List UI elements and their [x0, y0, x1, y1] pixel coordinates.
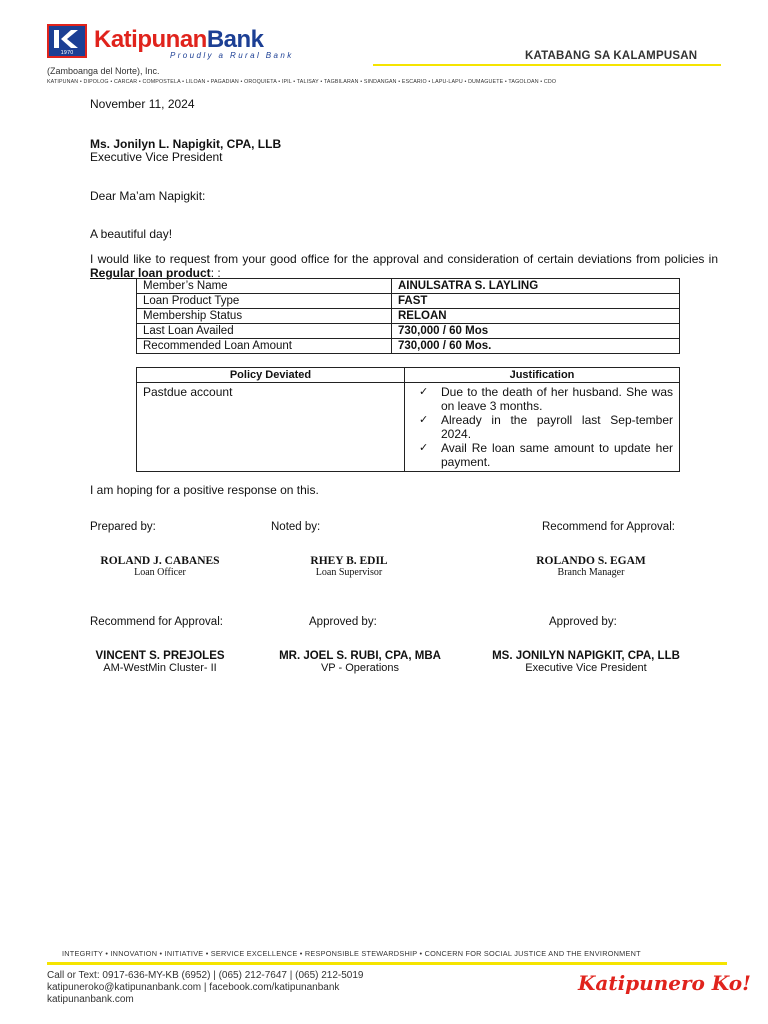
prepared-by-label: Prepared by:: [90, 521, 156, 533]
bank-slogan: KATABANG SA KALAMPUSAN: [525, 50, 698, 62]
row-label: Member’s Name: [137, 279, 392, 294]
table-header-row: [137, 368, 680, 383]
approved-by-label-1: Approved by:: [309, 616, 377, 628]
signatory-recommend: [491, 555, 691, 578]
justification-list: [415, 385, 673, 469]
row-value: FAST: [392, 294, 680, 309]
recipient-title: Executive Vice President: [90, 150, 223, 164]
signatory-name: VINCENT S. PREJOLES: [95, 650, 225, 662]
policy-deviated-cell: Pastdue account: [137, 383, 405, 472]
contact-email-social: katipuneroko@katipunanbank.com | facebook.com/katipunanbank: [47, 982, 340, 993]
recommend-approval-label: Recommend for Approval:: [542, 521, 675, 533]
list-item: [415, 385, 673, 413]
signatory-name: MS. JONILYN NAPIGKIT, CPA, LLB: [492, 650, 680, 662]
row-value: RELOAN: [392, 309, 680, 324]
row-value: AINULSATRA S. LAYLING: [392, 279, 680, 294]
table-row: [137, 279, 680, 294]
list-item: [415, 413, 673, 441]
company-line: (Zamboanga del Norte), Inc.: [47, 66, 160, 76]
header-divider: [373, 64, 721, 66]
recipient-name: Ms. Jonilyn L. Napigkit, CPA, LLB: [90, 137, 282, 151]
logo-year: 1970: [60, 50, 74, 56]
core-values: INTEGRITY • INNOVATION • INITIATIVE • SERVICE EXCELLENCE • RESPONSIBLE STEWARDSHIP • CONCERN FOR SOCIAL JUSTICE AND THE ENVIRONMENT: [62, 949, 641, 958]
signatory-title: VP - Operations: [320, 662, 400, 674]
table-row: [137, 309, 680, 324]
row-value: 730,000 / 60 Mos: [392, 324, 680, 339]
request-text-end: : :: [210, 266, 221, 280]
signatory-title: Branch Manager: [557, 567, 625, 578]
recommend-approval-label-2: Recommend for Approval:: [90, 616, 223, 628]
checkmark-icon: ✓: [419, 442, 429, 454]
signatory-name: RHEY B. EDIL: [310, 555, 388, 567]
signatory-name: ROLANDO S. EGAM: [536, 555, 646, 567]
signatory-noted: [249, 555, 449, 578]
row-label: Recommended Loan Amount: [137, 339, 392, 354]
brand-name-part1: Katipunan: [94, 26, 207, 53]
signatory-title: AM-WestMin Cluster- II: [103, 662, 217, 674]
signatory-cluster: [60, 650, 260, 674]
justification-cell: [405, 383, 680, 472]
bank-tagline: Proudly a Rural Bank: [170, 51, 294, 60]
row-label: Last Loan Availed: [137, 324, 392, 339]
signatory-name: ROLAND J. CABANES: [100, 555, 220, 567]
request-paragraph: [90, 252, 718, 280]
justification-text: Due to the death of her husband. She was on leave 3 months.: [441, 385, 673, 413]
signoff-wordmark: Katipunero Ko!: [578, 971, 751, 995]
request-text: I would like to request from your good office for the approval and consideration of certain deviations from policies in: [90, 252, 718, 266]
signatory-title: Loan Supervisor: [315, 567, 383, 578]
salutation: Dear Ma’am Napigkit:: [90, 189, 206, 203]
approved-by-label-2: Approved by:: [549, 616, 617, 628]
signatory-title: Executive Vice President: [525, 662, 647, 674]
justification-header: Justification: [405, 368, 680, 383]
greeting: A beautiful day!: [90, 227, 173, 241]
signatory-evp: [468, 650, 704, 674]
brand-name-part2: Bank: [206, 26, 264, 53]
branch-list: KATIPUNAN • DIPOLOG • CARCAR • COMPOSTELA • LILOAN • PAGADIAN • OROQUIETA • IPIL • TALISAY • TAGBILARAN • SINDANGAN • ESCARIO • LAPU-LAPU • DUMAGUETE • TAGOLOAN • CDO: [47, 79, 557, 85]
row-label: Loan Product Type: [137, 294, 392, 309]
checkmark-icon: ✓: [419, 414, 429, 426]
policy-deviation-table: [136, 367, 680, 472]
footer-divider: [47, 962, 727, 965]
row-value: 730,000 / 60 Mos.: [392, 339, 680, 354]
noted-by-label: Noted by:: [271, 521, 321, 533]
list-item: [415, 441, 673, 469]
member-info-table: [136, 278, 680, 354]
letter-date: November 11, 2024: [90, 97, 195, 111]
bank-name: [94, 26, 264, 54]
signatory-prepared: [60, 555, 260, 578]
loan-product-name: Regular loan product: [90, 266, 211, 280]
contact-phone: Call or Text: 0917-636-MY-KB (6952) | (065) 212-7647 | (065) 212-5019: [47, 970, 364, 981]
signatory-vp: [255, 650, 465, 674]
table-row: [137, 294, 680, 309]
row-label: Membership Status: [137, 309, 392, 324]
table-row: [137, 339, 680, 354]
bank-logo: [47, 24, 87, 58]
signatory-title: Loan Officer: [134, 567, 186, 578]
table-row: [137, 324, 680, 339]
closing-line: I am hoping for a positive response on this.: [90, 483, 319, 497]
contact-website: katipunanbank.com: [47, 994, 134, 1005]
signatory-name: MR. JOEL S. RUBI, CPA, MBA: [279, 650, 441, 662]
table-row: [137, 383, 680, 472]
checkmark-icon: ✓: [419, 386, 429, 398]
justification-text: Already in the payroll last Sep-tember 2024.: [441, 413, 673, 441]
policy-header: Policy Deviated: [137, 368, 405, 383]
justification-text: Avail Re loan same amount to update her payment.: [441, 441, 673, 469]
